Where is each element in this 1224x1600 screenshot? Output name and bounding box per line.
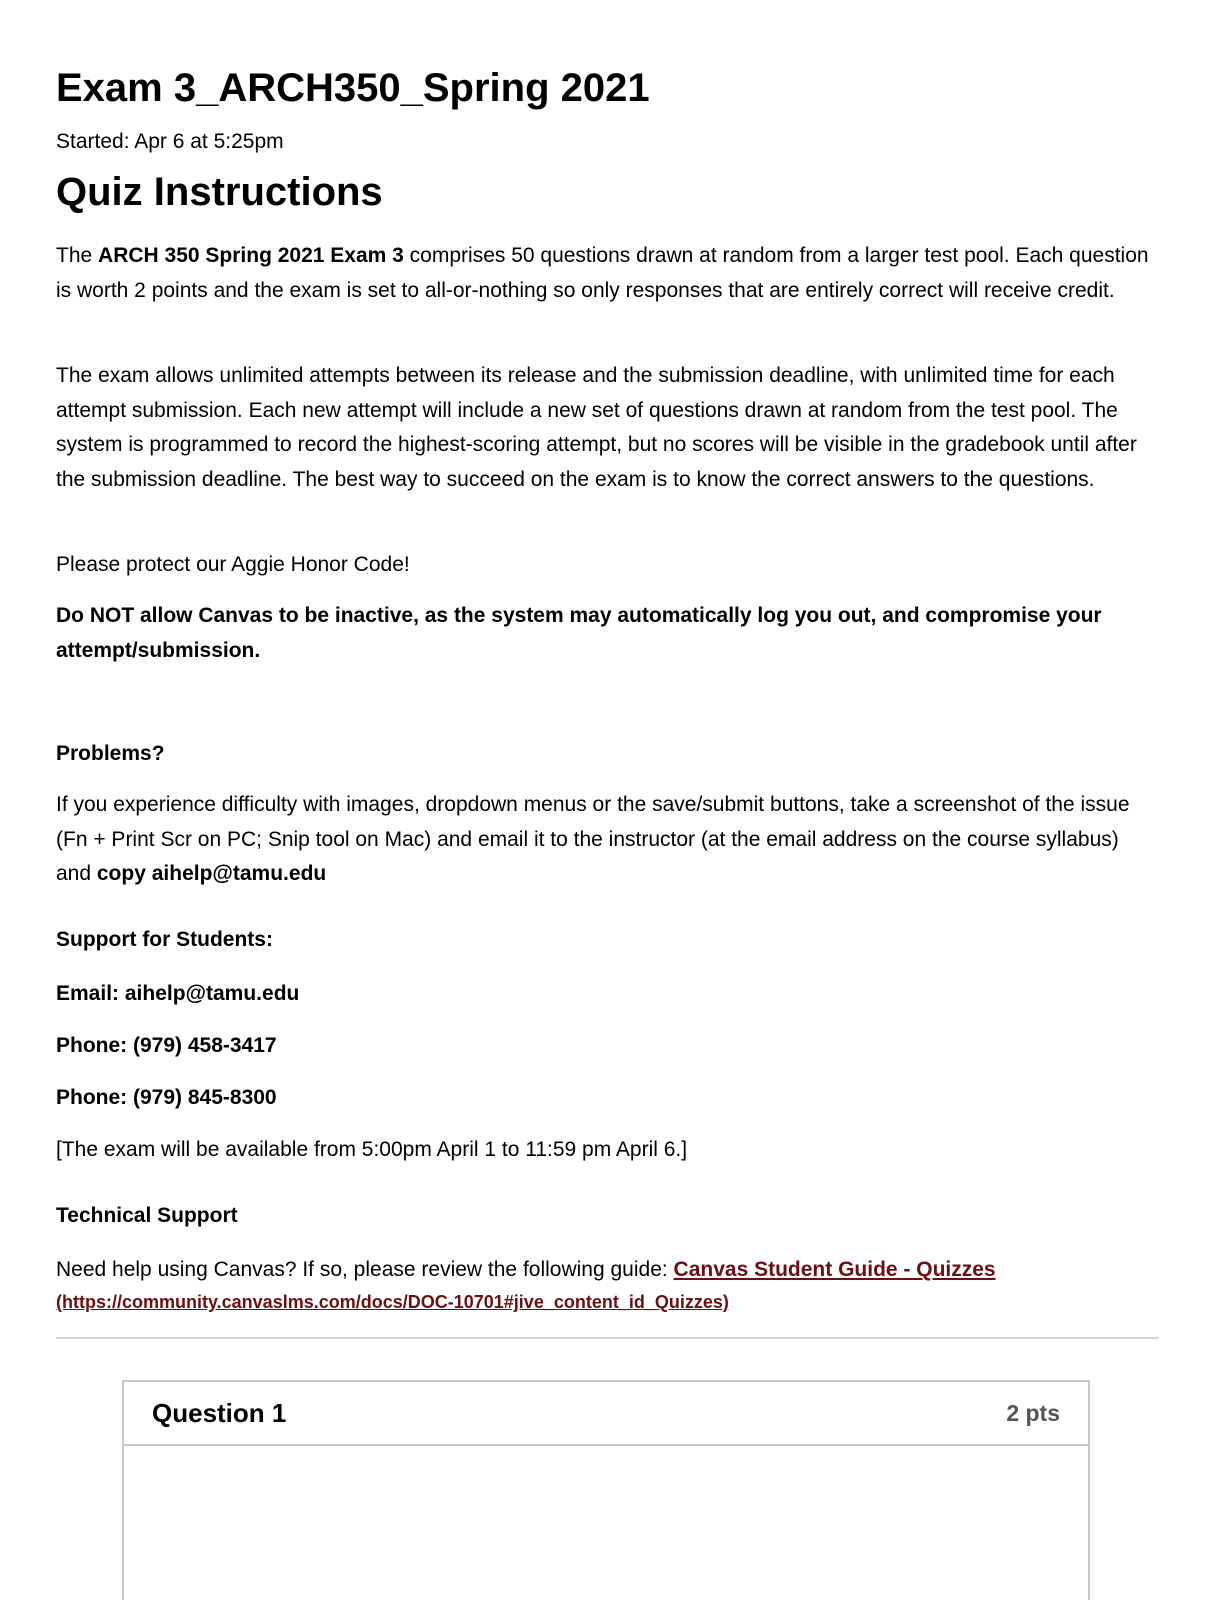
problems-paragraph: If you experience difficulty with images, dropdown menus or the save/submit buttons, take a screenshot of the issue (Fn + Print Scr on PC; Snip tool on Mac) and email it to the instructor (at the email address on the course syllabus) and copy aihelp@tamu.edu: [56, 793, 1130, 885]
guide-url-link[interactable]: (https://community.canvaslms.com/docs/DOC-10701#jive_content_id_Quizzes): [56, 1292, 729, 1312]
instructions-paragraph-1: The ARCH 350 Spring 2021 Exam 3 comprises 50 questions drawn at random from a larger test pool. Each question is worth 2 points and the exam is set to all-or-nothing so only responses that are entirely correct will receive credit.: [56, 244, 1149, 302]
technical-support-heading: Technical Support: [56, 1204, 238, 1227]
page-title: Exam 3_ARCH350_Spring 2021: [56, 66, 650, 110]
instructions-heading: Quiz Instructions: [56, 170, 383, 214]
technical-support-text: Need help using Canvas? If so, please review the following guide: Canvas Student Guide - Quizzes: [56, 1258, 996, 1281]
section-divider: [56, 1337, 1159, 1339]
question-header: [124, 1382, 1088, 1446]
instructions-paragraph-2: The exam allows unlimited attempts between its release and the submission deadline, with unlimited time for each attempt submission. Each new attempt will include a new set of questions drawn at random from the test pool. The system is programmed to record the highest-scoring attempt, but no scores will be visible in the gradebook until after the submission deadline. The best way to succeed on the exam is to know the correct answers to the questions.: [56, 364, 1137, 491]
support-email: Email: aihelp@tamu.edu: [56, 982, 300, 1005]
exam-name: ARCH 350 Spring 2021 Exam 3: [98, 244, 404, 267]
question-title: Question 1: [152, 1397, 287, 1428]
support-heading: Support for Students:: [56, 928, 273, 951]
support-phone-2: Phone: (979) 845-8300: [56, 1086, 277, 1109]
honor-code-text: Please protect our Aggie Honor Code!: [56, 553, 410, 576]
question-card: [122, 1380, 1090, 1600]
problems-heading: Problems?: [56, 742, 165, 765]
copy-email: copy aihelp@tamu.edu: [96, 862, 327, 885]
availability-note: [The exam will be available from 5:00pm April 1 to 11:59 pm April 6.]: [56, 1138, 688, 1161]
canvas-guide-link[interactable]: Canvas Student Guide - Quizzes: [673, 1258, 996, 1281]
started-timestamp: Started: Apr 6 at 5:25pm: [56, 130, 284, 153]
inactivity-warning: Do NOT allow Canvas to be inactive, as the system may automatically log you out, and compromise your attempt/submission.: [56, 604, 1102, 662]
question-points: 2 pts: [1006, 1399, 1060, 1426]
support-phone-1: Phone: (979) 458-3417: [56, 1034, 277, 1057]
guide-url-row: [56, 1292, 1159, 1313]
